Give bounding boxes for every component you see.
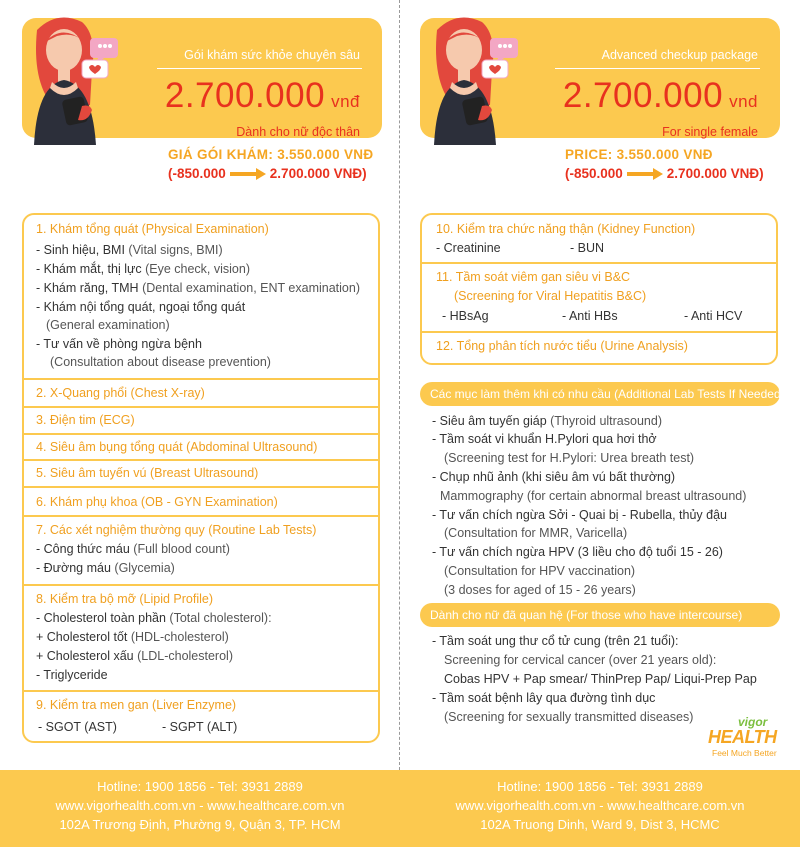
list-item: - Sinh hiệu, BMI (Vital signs, BMI)	[36, 243, 223, 257]
section-title: 4. Siêu âm bụng tổng quát (Abdominal Ultrasound)	[36, 440, 318, 454]
hero-subtitle: Advanced checkup package	[601, 48, 758, 62]
logo-tagline: Feel Much Better	[712, 748, 777, 758]
arrow-right-icon	[230, 169, 266, 179]
list-item: - Đường máu (Glycemia)	[36, 561, 175, 575]
price-calc	[168, 166, 367, 181]
section-title: (Screening for Viral Hepatitis B&C)	[454, 289, 647, 303]
list-item: - HBsAg	[442, 309, 489, 323]
discount-value: (-850.000	[565, 166, 623, 181]
list-item: - Tư vấn chích ngừa HPV (3 liều cho độ tuổi 15 - 26)	[432, 545, 723, 559]
hero-price	[563, 76, 758, 116]
section-title: 8. Kiểm tra bộ mỡ (Lipid Profile)	[36, 592, 214, 606]
list-item: - Khám răng, TMH (Dental examination, ENT examination)	[36, 281, 360, 295]
footer	[0, 770, 800, 847]
section-divider	[422, 262, 776, 264]
hero-divider	[555, 68, 760, 69]
footer-website[interactable]: www.vigorhealth.com.vn - www.healthcare.com.vn	[55, 798, 345, 813]
list-item: - Anti HBs	[562, 309, 618, 323]
section-title: 6. Khám phụ khoa (OB - GYN Examination)	[36, 495, 278, 509]
list-item: - Chụp nhũ ảnh (khi siêu âm vú bất thường)	[432, 470, 676, 484]
price-line: GIÁ GÓI KHÁM: 3.550.000 VNĐ	[168, 147, 374, 162]
list-item: + Cholesterol xấu (LDL-cholesterol)	[36, 649, 233, 663]
list-item: Cobas HPV + Pap smear/ ThinPrep Pap/ Liqui-Prep Pap	[444, 672, 757, 686]
section-title: 9. Kiểm tra men gan (Liver Enzyme)	[36, 698, 237, 712]
hero-price-value: 2.700.000	[562, 76, 724, 115]
section-title: 5. Siêu âm tuyến vú (Breast Ultrasound)	[36, 466, 259, 480]
footer-address: 102A Trương Định, Phường 9, Quận 3, TP. HCM	[59, 817, 341, 832]
list-item: - Triglyceride	[36, 668, 108, 682]
intercourse-header: Dành cho nữ đã quan hệ (For those who have intercourse)	[420, 603, 780, 627]
section-divider	[24, 433, 378, 435]
discount-value: (-850.000	[168, 166, 226, 181]
list-item: - SGOT (AST)	[38, 720, 117, 734]
list-item: (Consultation for HPV vaccination)	[444, 564, 636, 578]
section-divider	[24, 486, 378, 488]
woman-phone-illustration-icon	[12, 10, 132, 145]
section-title: 1. Khám tổng quát (Physical Examination)	[36, 222, 269, 236]
list-item: - Tầm soát ung thư cổ tử cung (trên 21 tuổi):	[432, 634, 679, 648]
list-item: - Khám mắt, thị lực (Eye check, vision)	[36, 262, 250, 276]
footer-hotline: Hotline: 1900 1856 - Tel: 3931 2889	[97, 779, 303, 794]
list-item: (General examination)	[46, 318, 170, 332]
section-title: 3. Điện tim (ECG)	[36, 413, 135, 427]
woman-phone-illustration-icon	[412, 10, 532, 145]
footer-address: 102A Truong Dinh, Ward 9, Dist 3, HCMC	[480, 817, 720, 832]
list-item: - Tầm soát bệnh lây qua đường tình dục	[432, 691, 656, 705]
price-calc	[565, 166, 764, 181]
section-divider	[24, 690, 378, 692]
hero-price-unit: vnđ	[331, 92, 360, 111]
section-title: 7. Các xét nghiệm thường quy (Routine Lab Tests)	[36, 523, 317, 537]
section-title: 12. Tổng phân tích nước tiểu (Urine Analysis)	[436, 339, 688, 353]
section-title: 10. Kiểm tra chức năng thận (Kidney Function)	[436, 222, 696, 236]
hero-price-unit: vnd	[729, 92, 758, 111]
list-item: Mammography (for certain abnormal breast ultrasound)	[440, 489, 747, 503]
list-item: - SGPT (ALT)	[162, 720, 238, 734]
list-item: - Khám nội tổng quát, ngoại tổng quát	[36, 300, 246, 314]
list-item: (Screening test for H.Pylori: Urea breath test)	[444, 451, 695, 465]
list-item: + Cholesterol tốt (HDL-cholesterol)	[36, 630, 229, 644]
final-value: 2.700.000 VNĐ)	[666, 166, 764, 181]
additional-tests-header: Các mục làm thêm khi có nhu cầu (Additional Lab Tests If Needed)	[420, 382, 780, 406]
list-item: - Tầm soát vi khuẩn H.Pylori qua hơi thở	[432, 432, 657, 446]
logo-main: HEALTH	[708, 727, 777, 747]
logo-top: vigor	[738, 715, 768, 729]
list-item: - Tư vấn chích ngừa Sởi - Quai bị - Rubella, thủy đậu	[432, 508, 727, 522]
right-panel	[400, 0, 800, 847]
arrow-right-icon	[627, 169, 663, 179]
list-item: (Screening for sexually transmitted diseases)	[444, 710, 694, 724]
list-item: (Consultation about disease prevention)	[50, 355, 271, 369]
list-item: (3 doses for aged of 15 - 26 years)	[444, 583, 636, 597]
list-item: - Anti HCV	[684, 309, 743, 323]
section-divider	[24, 459, 378, 461]
hero-subtitle: Gói khám sức khỏe chuyên sâu	[184, 48, 360, 62]
list-item: - Creatinine	[436, 241, 501, 255]
final-value: 2.700.000 VNĐ)	[269, 166, 367, 181]
hero-divider	[157, 68, 362, 69]
section-divider	[24, 406, 378, 408]
hero-price-value: 2.700.000	[164, 76, 326, 115]
section-divider	[24, 378, 378, 380]
section-divider	[24, 515, 378, 517]
price-line: PRICE: 3.550.000 VNĐ	[565, 147, 713, 162]
list-item: - Siêu âm tuyến giáp (Thyroid ultrasound)	[432, 414, 662, 428]
list-item: - Cholesterol toàn phần (Total cholesterol):	[36, 611, 272, 625]
section-title: 2. X-Quang phổi (Chest X-ray)	[36, 386, 205, 400]
footer-hotline: Hotline: 1900 1856 - Tel: 3931 2889	[497, 779, 703, 794]
section-divider	[422, 331, 776, 333]
section-divider	[24, 584, 378, 586]
list-item: - BUN	[570, 241, 605, 255]
footer-website[interactable]: www.vigorhealth.com.vn - www.healthcare.com.vn	[455, 798, 745, 813]
list-item: - Công thức máu (Full blood count)	[36, 542, 230, 556]
hero-note: For single female	[662, 125, 758, 139]
section-title: 11. Tầm soát viêm gan siêu vi B&C	[436, 270, 631, 284]
list-item: - Tư vấn về phòng ngừa bệnh	[36, 337, 202, 351]
list-item: (Consultation for MMR, Varicella)	[444, 526, 628, 540]
list-item: Screening for cervical cancer (over 21 years old):	[444, 653, 717, 667]
vigor-health-logo	[700, 715, 790, 763]
hero-price	[165, 76, 360, 116]
hero-note: Dành cho nữ độc thân	[236, 125, 360, 139]
